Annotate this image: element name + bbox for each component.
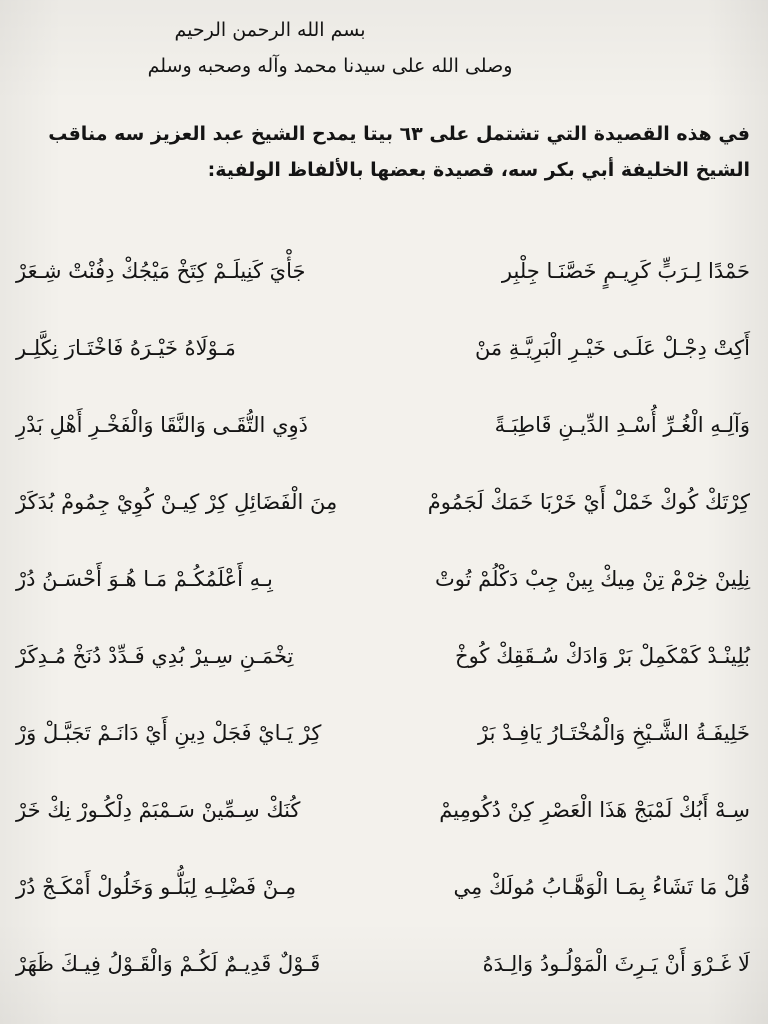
second-hemistich: ذَوِي التُّقَـى وَالنَّقَا وَالْفَخْـرِ أَهْلِ بَدْرِ bbox=[16, 412, 309, 437]
poem bbox=[16, 232, 750, 1002]
verse bbox=[16, 540, 750, 617]
second-hemistich: جَأْيَ كَنِيلَـمْ كِتَخْ مَيْجُكْ دِفُنْتْ شِـعَرْ bbox=[16, 258, 306, 283]
first-hemistich: سِـهْ أَبُكْ لَمْبَجْ هَذَا الْعَصْرِ كِنْ دُكُومِيمْ bbox=[439, 797, 750, 822]
first-hemistich: أَكِتْ دِجْـلْ عَلَـى خَيْـرِ الْبَرِيَّـةِ مَنْ bbox=[474, 335, 750, 360]
first-hemistich: لَا غَـرْوَ أَنْ يَـرِثَ الْمَوْلُـودُ وَالِـدَهُ bbox=[482, 951, 750, 976]
first-hemistich: وَآلِـهِ الْغُـرِّ أُسْـدِ الدِّيـنِ قَاطِبَـةً bbox=[494, 412, 750, 437]
verse bbox=[16, 309, 750, 386]
second-hemistich: مِنَ الْفَضَائِلِ كِرْ كِيـنْ كُوِيْ جِمُومْ بُدَكَرْ bbox=[16, 489, 338, 514]
first-hemistich: قُلْ مَا تَشَاءُ بِمَـا الْوَهَّـابُ مُولَكْ مِي bbox=[453, 874, 750, 899]
verse bbox=[16, 463, 750, 540]
second-hemistich: تِخْمَـنِ سِـيرْ بُدِي فَـدِّدْ دُنَخْ مُـدِكَرْ bbox=[16, 643, 294, 668]
intro-paragraph: في هذه القصيدة التي تشتمل على ٦٣ بيتا يمدح الشيخ عبد العزيز سه مناقب الشيخ الخليفة أبي بكر سه، قصيدة بعضها بالألفاظ الولفية: bbox=[48, 123, 750, 181]
second-hemistich: قَـوْلٌ قَدِيـمٌ لَكُـمْ وَالْقَـوْلُ فِيـكَ ظَهَرْ bbox=[16, 951, 321, 976]
second-hemistich: بِـهِ أَعْلَمُكُـمْ مَـا هُـوَ أَحْسَـنُ دُرْ bbox=[16, 566, 273, 591]
page-header bbox=[40, 12, 560, 84]
first-hemistich: بُلِينْـدْ كَمْكَمِلْ بَرْ وَادَكْ سُـقَقِكْ كُوخْ bbox=[455, 643, 750, 668]
first-hemistich: كِرْتَكْ كُوكْ خَمْلْ أَيْ خَرْبَا خَمَكْ لَجَمُومْ bbox=[427, 489, 750, 514]
first-hemistich: خَلِيفَـةُ الشَّـيْخِ وَالْمُخْتَـارُ يَافِـدْ بَرْ bbox=[477, 720, 750, 745]
first-hemistich: حَمْدًا لِـرَبٍّ كَرِيـمٍ خَصَّنَـا جِلْبِر bbox=[501, 258, 750, 283]
verse bbox=[16, 232, 750, 309]
second-hemistich: كِرْ يَـايْ فَجَلْ دِينِ أَيْ دَانَـمْ تَجَبَّـلْ وَرْ bbox=[16, 720, 322, 745]
verse bbox=[16, 925, 750, 1002]
verse bbox=[16, 848, 750, 925]
verse bbox=[16, 771, 750, 848]
second-hemistich: مَـوْلَاهُ خَيْـرَهُ فَاخْتَـارَ نِكَّلِـر bbox=[16, 335, 236, 360]
basmala-line: بسم الله الرحمن الرحيم bbox=[174, 19, 366, 41]
verse bbox=[16, 386, 750, 463]
salawat-line: وصلى الله على سيدنا محمد وآله وصحبه وسلم bbox=[147, 55, 513, 77]
verse bbox=[16, 694, 750, 771]
second-hemistich: مِـنْ فَضْلِـهِ لِبَلُّـو وَخَلُولْ أَمْكَـجْ دُرْ bbox=[16, 874, 297, 899]
first-hemistich: نِلِينْ خِرْمْ تِنْ مِيكْ بِينْ جِبْ دَكْلُمْ تُوتْ bbox=[434, 566, 750, 591]
verse bbox=[16, 617, 750, 694]
second-hemistich: كُنَكْ سِـمِّينْ سَـمْبَمْ دِلْكُـورْ نِكْ خَرْ bbox=[16, 797, 301, 822]
